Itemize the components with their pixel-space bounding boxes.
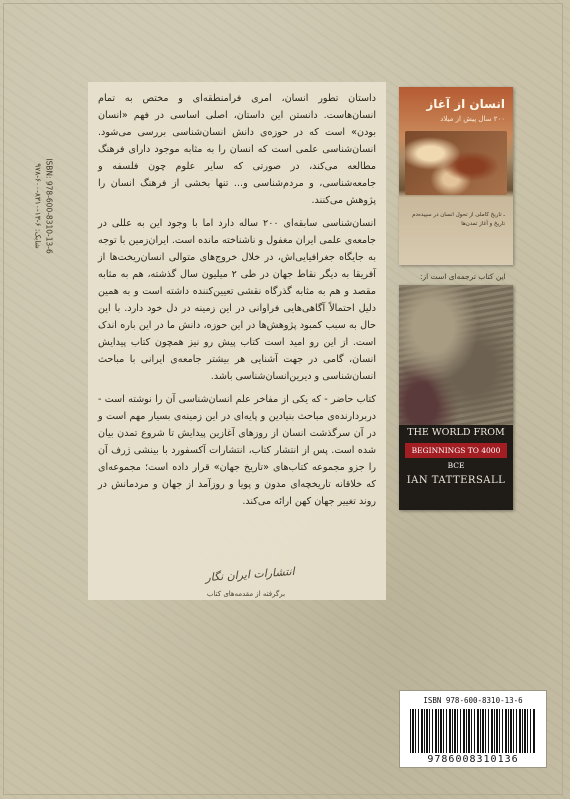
signature-note: برگرفته از مقدمه‌های کتاب: [206, 590, 286, 598]
persian-book-subtitle: ۲۰۰ سال پیش از میلاد: [440, 115, 505, 123]
cave-painting-image: [405, 131, 507, 195]
back-cover-text: [98, 90, 376, 516]
paragraph-3: کتاب حاضر - که یکی از مفاخر علم انسان‌شناسی آن را نوشته است - دربردارنده‌ی مباحث بنیادین و پایه‌ای در این زمینه‌ی بسیار مهم است و در آن سرگذشت انسان از روزهای آغازین پیدایش تا شروع تمدن بیان شده است. پس از انتشار کتاب، انتشارات آکسفورد با بینشی ژرف آن را جزو مجموعه کتاب‌های «تاریخ جهان» قرار داده است؛ مجموعه‌ای که خلاقانه تاریخچه‌ای مدون و پویا و روزآمد از جهان و مردمانش در روند تغییر جهان کهن ارائه می‌کند.: [98, 394, 376, 507]
paragraph-1: داستان تطور انسان، امری فرامنطقه‌ای و مختص به تمام انسان‌هاست. دانستن این داستان، اصلی اساسی در فهم «انسان بودن» است که در حوزه‌ی دانش انسان‌شناسی بررسی می‌شود. انسان‌شناسی علمی است که انسان را به مثابه موجود دارای فرهنگ مطالعه می‌کند، در صورتی که سایر علوم چون فلسفه و جامعه‌شناسی، و مردم‌شناسی و... تنها بخشی از فرهنگ انسان را پژوهش می‌کنند.: [98, 93, 376, 206]
paragraph-2: انسان‌شناسی سابقه‌ای ۲۰۰ ساله دارد اما با وجود این به عللی در جامعه‌ی علمی ایران مغفول و ناشناخته مانده است. ایران‌زمین با توجه به جایگاه جغرافیایی‌اش، در خلال خروج‌های متوالی انسان‌ریخت‌ها از آفریقا به دیگر نقاط جهان در طی ۲ میلیون سال گذشته، هم به مثابه مقصد و هم به مثابه گذرگاه نقشی تعیین‌کننده داشته است و به همین دلیل احتمالاً آگاهی‌هایی فراوانی در این زمینه در دل خود دارد. با این حال به سبب کمبود پژوهش‌ها در این حوزه، دانش ما در این باره اندک است. از این رو امید است کتاب پیش رو نیز همچون کتاب پیدایش انسان، گامی در جهت آشنایی هر بیشتر جامعه‌ی ایرانی با مباحث انسان‌شناسی و دیرین‌انسان‌شناسی باشد.: [98, 218, 376, 382]
persian-book-title: انسان از آغاز: [426, 97, 505, 111]
excavation-photo: [399, 285, 513, 425]
original-author: IAN TATTERSALL: [406, 475, 506, 486]
original-title-line1: THE WORLD FROM: [407, 427, 505, 438]
persian-book-credits: ـ تاریخ کاملی از تحول انسان در سپیده‌دم تاریخ و آغاز تمدن‌ها: [412, 212, 505, 227]
spine-isbn: [33, 116, 54, 296]
original-title-line2: BEGINNINGS TO 4000 BCE: [405, 443, 507, 458]
original-edition-cover: [399, 285, 513, 510]
spine-isbn-latin: ISBN: 978-600-8310-13-6: [44, 158, 54, 254]
barcode-isbn: ISBN 978-600-8310-13-6: [423, 696, 523, 705]
publisher-signature: انتشارات ایران نگار: [204, 564, 296, 585]
translation-caption: این کتاب ترجمه‌ای است از:: [420, 272, 506, 281]
barcode-box: [399, 690, 547, 768]
spine-isbn-persian: شابک: ۶-۱۳-۸۳۱۰-۶۰۰-۹۷۸: [33, 163, 43, 249]
barcode-bars: [410, 709, 536, 753]
persian-edition-cover: [399, 87, 513, 265]
barcode-digits: 9786008310136: [427, 754, 519, 765]
